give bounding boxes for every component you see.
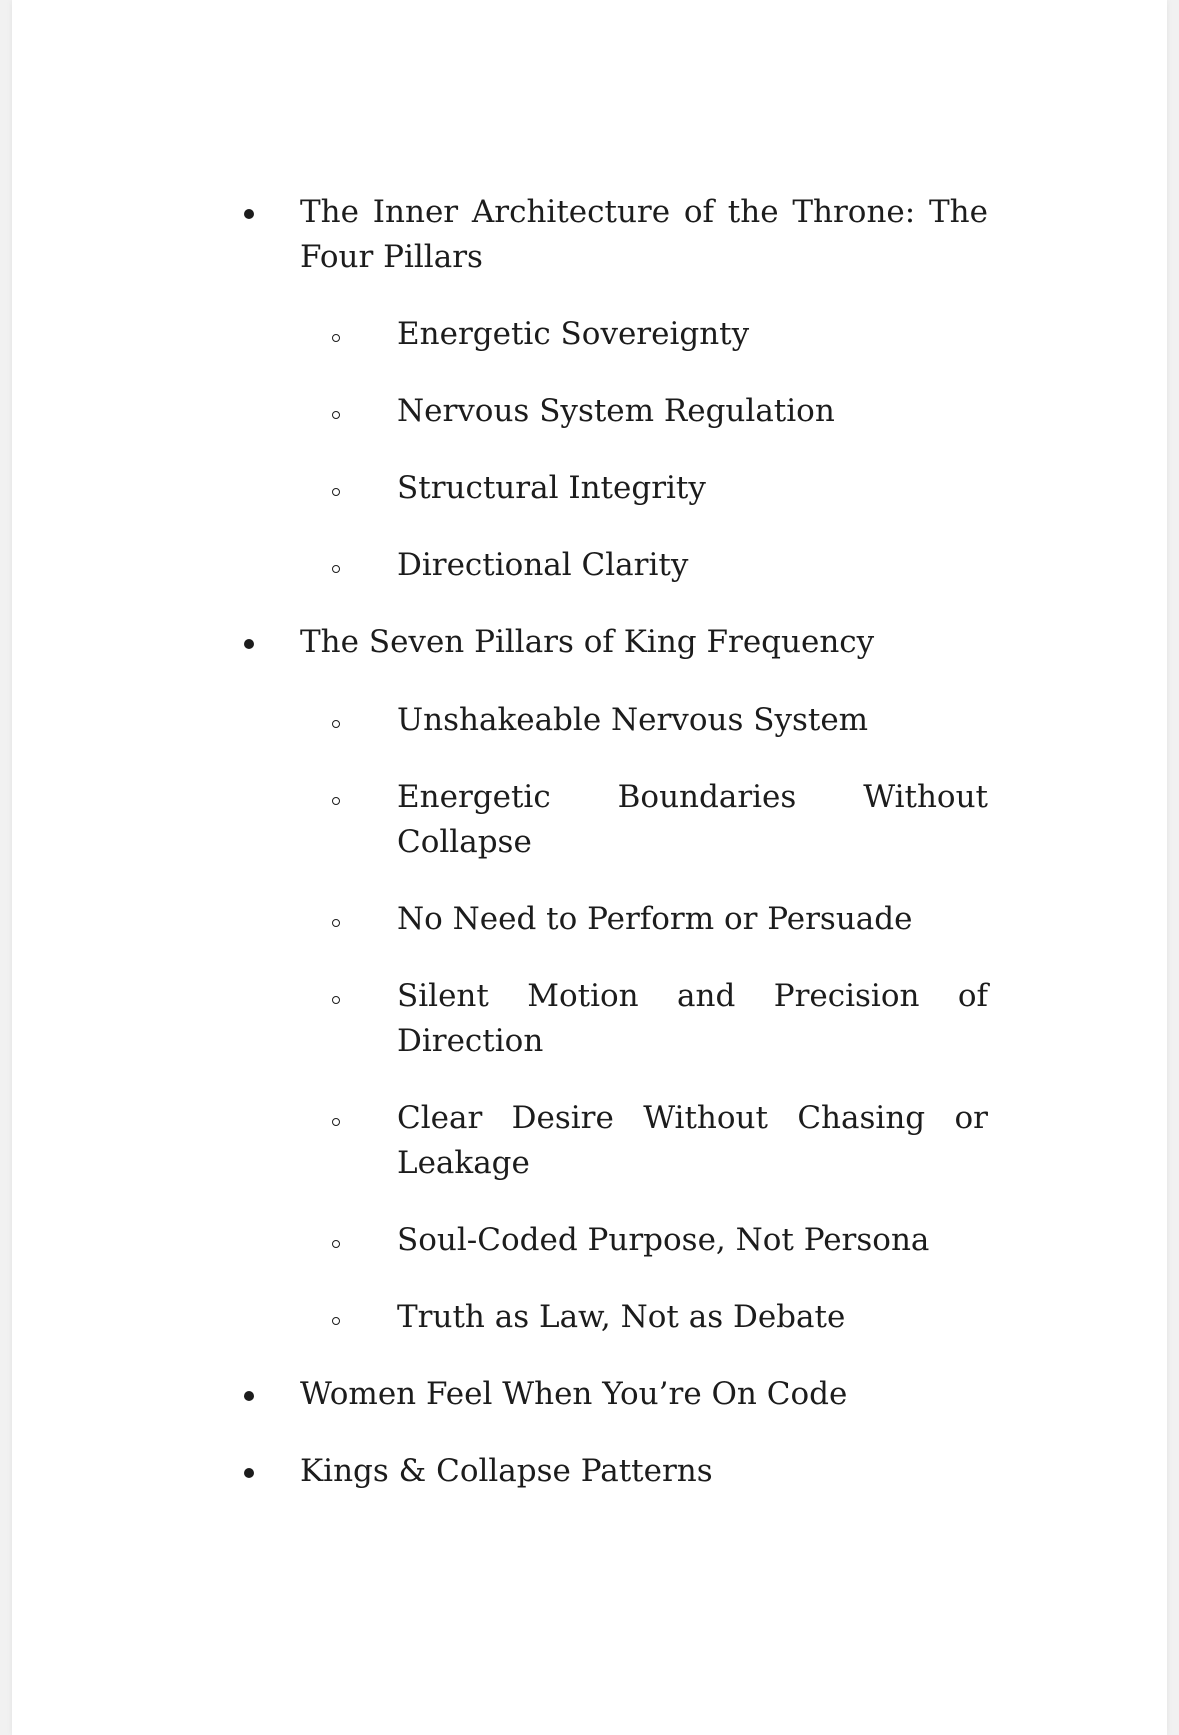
outline-subitem: [397, 1295, 988, 1340]
outline-subitem-text: Directional Clarity: [397, 547, 689, 583]
bullet-circle-icon: [332, 411, 340, 419]
outline-item-text: The Seven Pillars of King Frequency: [300, 624, 875, 660]
outline-subitem-text: Soul-Coded Purpose, Not Persona: [397, 1222, 930, 1258]
bullet-circle-icon: [332, 919, 340, 927]
outline-item-text: Women Feel When You’re On Code: [300, 1376, 848, 1412]
outline-subitem-text: Nervous System Regulation: [397, 393, 835, 429]
outline-subitem-text: Energetic Boundaries Without Collapse: [397, 779, 988, 860]
bullet-circle-icon: [332, 1118, 340, 1126]
bullet-circle-icon: [332, 334, 340, 342]
outline-subitem: [397, 543, 988, 588]
outline-item-text: The Inner Architecture of the Throne: The Four Pillars: [300, 194, 988, 275]
outline-subitem: [397, 1218, 988, 1263]
outline-subitem: [397, 974, 988, 1064]
bullet-disc-icon: [244, 639, 254, 649]
outline-subitem: [397, 389, 988, 434]
outline-item-text: Kings & Collapse Patterns: [300, 1453, 713, 1489]
bullet-disc-icon: [244, 209, 254, 219]
outline-subitem: [397, 1096, 988, 1186]
outline-subitem-text: Clear Desire Without Chasing or Leakage: [397, 1100, 988, 1181]
document-page: [12, 0, 1167, 1735]
outline-list: [12, 0, 1167, 1735]
outline-subitem: [397, 897, 988, 942]
outline-item: [300, 1372, 988, 1417]
bullet-circle-icon: [332, 488, 340, 496]
bullet-circle-icon: [332, 565, 340, 573]
outline-subitem: [397, 312, 988, 357]
bullet-circle-icon: [332, 797, 340, 805]
bullet-circle-icon: [332, 1317, 340, 1325]
outline-subitem: [397, 466, 988, 511]
outline-item: [300, 1449, 988, 1494]
outline-subitem-text: Truth as Law, Not as Debate: [397, 1299, 846, 1335]
outline-subitem-text: Unshakeable Nervous System: [397, 702, 869, 738]
bullet-circle-icon: [332, 996, 340, 1004]
outline-item: [300, 620, 988, 665]
bullet-circle-icon: [332, 1240, 340, 1248]
outline-subitem-text: Silent Motion and Precision of Direction: [397, 978, 988, 1059]
outline-subitem: [397, 775, 988, 865]
outline-subitem-text: No Need to Perform or Persuade: [397, 901, 913, 937]
outline-subitem: [397, 698, 988, 743]
bullet-disc-icon: [244, 1468, 254, 1478]
bullet-circle-icon: [332, 720, 340, 728]
outline-subitem-text: Structural Integrity: [397, 470, 706, 506]
bullet-disc-icon: [244, 1391, 254, 1401]
outline-item: [300, 190, 988, 280]
outline-subitem-text: Energetic Sovereignty: [397, 316, 750, 352]
